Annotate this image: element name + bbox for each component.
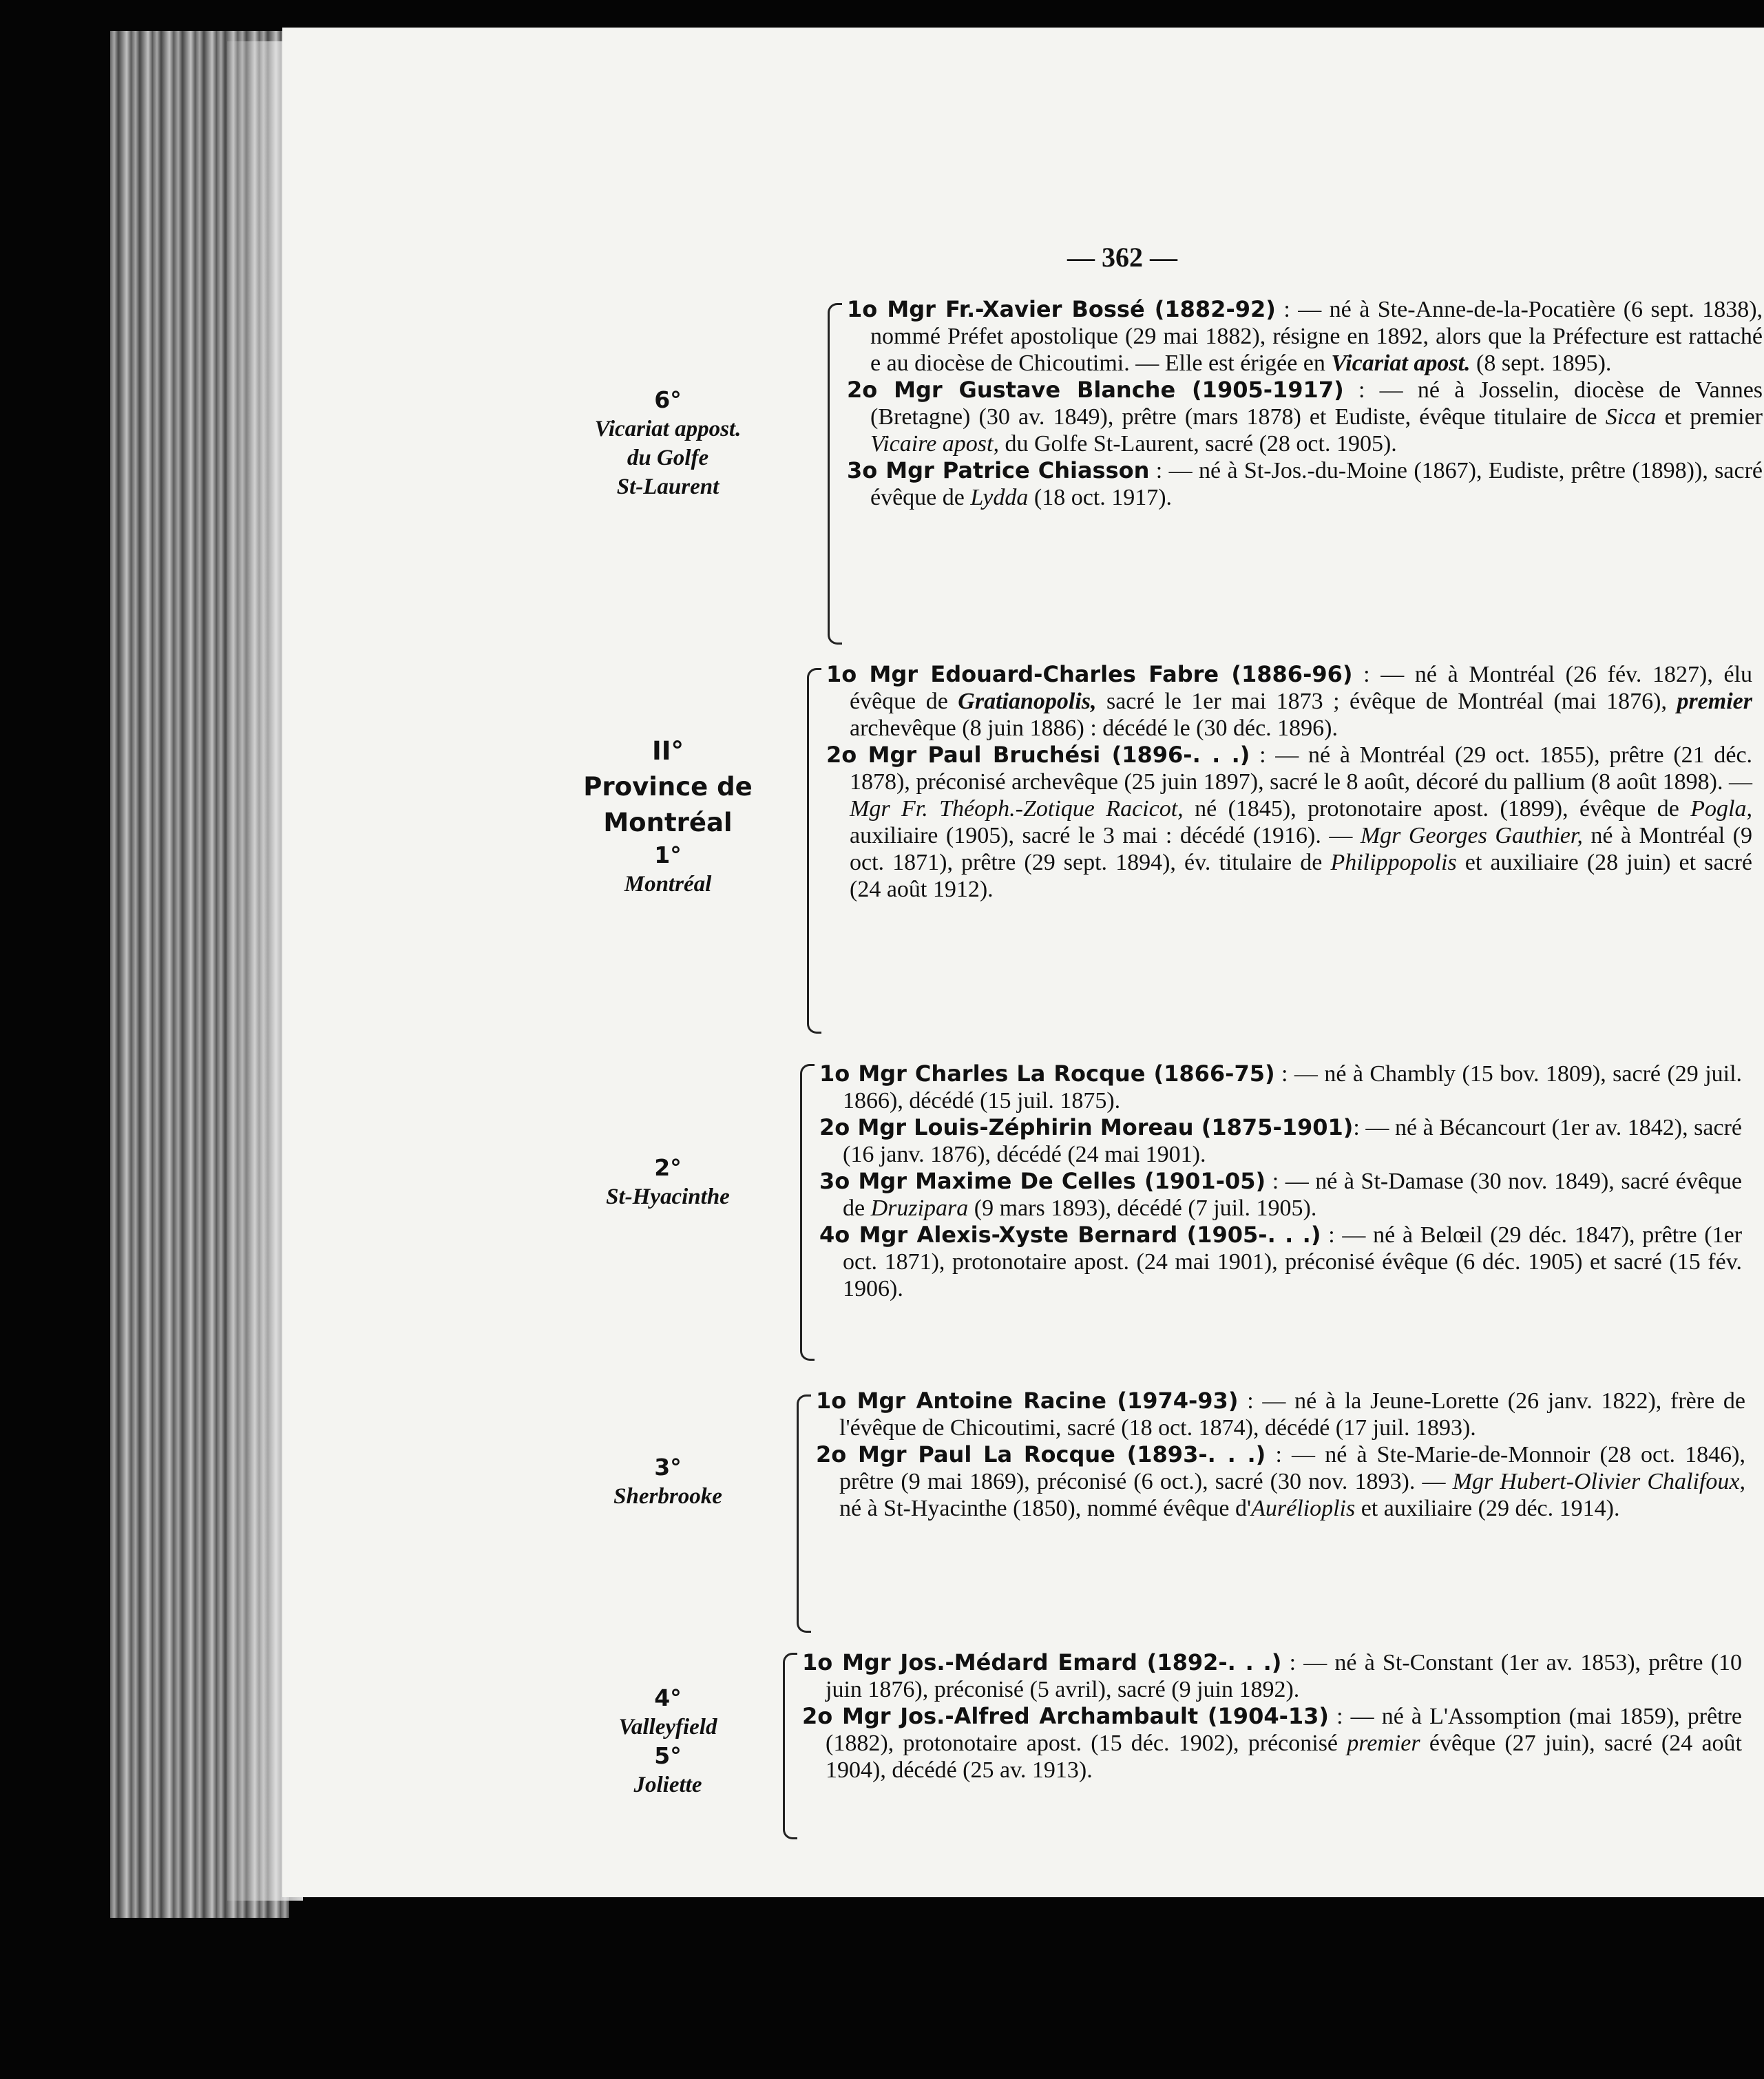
side-label-line: Sherbrooke — [613, 1484, 722, 1509]
entry-text: : — né à Belœil (29 déc. 1847), prêtre (1er oct. 1871), protonotaire apost. (24 mai 1901), préconisé évêque (6 déc. 1905) et sacré (15 fév. 1906). — [843, 1222, 1743, 1302]
entry-ordinal: 2o — [802, 1703, 842, 1729]
entry-text: Pogla, — [1690, 796, 1752, 822]
episcopate-dates: (1866-75) — [1145, 1061, 1275, 1087]
section-side-heading — [558, 1153, 778, 1211]
bishop-name: Mgr Patrice Chiasson — [885, 457, 1150, 483]
bishop-name: Mgr Fr.-Xavier Bossé — [887, 296, 1145, 322]
section-side-heading — [558, 386, 778, 501]
entry-text: Druzipara — [870, 1195, 969, 1221]
section-entries — [826, 661, 1752, 903]
side-label-line: Valleyfield — [618, 1715, 717, 1740]
side-label-line: 6° — [654, 386, 682, 413]
section-brace — [797, 1394, 811, 1633]
bishop-name: Mgr Paul La Rocque — [858, 1441, 1115, 1467]
entry-text: évêque (27 juin), sacré (24 août 1904), décédé (25 av. 1913). — [826, 1731, 1742, 1783]
episcopate-dates: (1882-92) — [1144, 296, 1276, 322]
entry-ordinal: 3o — [819, 1168, 859, 1194]
bishop-entry — [802, 1703, 1742, 1784]
side-label-line: II° — [651, 736, 684, 766]
bishop-name: Mgr Antoine Racine — [857, 1388, 1106, 1414]
episcopate-dates: (1886-96) — [1219, 661, 1353, 687]
section-entries — [816, 1388, 1745, 1522]
section-entries — [802, 1649, 1742, 1784]
entry-ordinal: 1o — [826, 661, 870, 687]
entry-text: (18 oct. 1917). — [1028, 485, 1173, 510]
entry-text: Mgr Hubert-Olivier Chalifoux, — [1452, 1469, 1745, 1494]
bishop-name: Mgr Louis-Zéphirin Moreau — [857, 1114, 1194, 1140]
entry-text: du Golfe St-Laurent, sacré (28 oct. 1905). — [998, 431, 1397, 457]
side-label-line: Province de — [583, 772, 753, 802]
episcopate-dates: (1875-1901) — [1193, 1114, 1354, 1140]
entry-text: Mgr Fr. Théoph.-Zotique Racicot, — [850, 796, 1184, 822]
episcopate-dates: (1905-. . .) — [1177, 1222, 1321, 1248]
entry-text: : — né à St-Jos.-du-Moine (1867), Eudiste, prêtre (1898)), sacré évêque de — [870, 458, 1763, 510]
entry-text: : — né à Montréal (26 fév. 1827), élu évêque de — [850, 662, 1753, 714]
episcopate-dates: (1905-1917) — [1175, 377, 1344, 403]
side-label-line: 4° — [654, 1684, 682, 1711]
entry-ordinal: 1o — [802, 1649, 843, 1675]
bishop-entry — [819, 1114, 1742, 1168]
entry-text: Gratianopolis, — [958, 689, 1097, 714]
entry-text: auxiliaire (1905), sacré le 3 mai : décédé (1916). — — [850, 823, 1361, 848]
bishop-entry — [816, 1388, 1745, 1441]
bishop-entry — [847, 377, 1763, 457]
section-side-heading — [558, 1453, 778, 1511]
entry-text: Sicca — [1605, 404, 1657, 430]
entry-ordinal: 1o — [816, 1388, 857, 1414]
bishop-entry — [819, 1061, 1742, 1114]
bishop-entry — [819, 1168, 1742, 1222]
entry-text: : — né à Bécancourt (1er av. 1842), sacré (16 janv. 1876), décédé (24 mai 1901). — [843, 1115, 1742, 1167]
entry-ordinal: 3o — [847, 457, 886, 483]
entry-text: : — né à St-Damase (30 nov. 1849), sacré évêque de — [843, 1169, 1743, 1221]
entry-ordinal: 1o — [819, 1061, 859, 1087]
episcopate-dates: (1892-. . .) — [1137, 1649, 1282, 1675]
entry-text: : — né à Chambly (15 bov. 1809), sacré (29 juil. 1866), décédé (15 juil. 1875). — [843, 1061, 1743, 1114]
entry-ordinal: 2o — [816, 1441, 859, 1467]
entry-text: : — né à Josselin, diocèse de Vannes (Bretagne) (30 av. 1849), prêtre (mars 1878) et Eudiste, évêque titulaire de — [870, 377, 1763, 430]
bishop-entry — [826, 742, 1752, 903]
side-label-line: Montréal — [624, 872, 712, 897]
entry-text: Vicaire apost, — [870, 431, 999, 457]
side-label-line: St-Laurent — [616, 474, 720, 499]
bishop-name: Mgr Alexis-Xyste Bernard — [859, 1222, 1178, 1248]
episcopate-dates: (1901-05) — [1135, 1168, 1266, 1194]
bishop-entry — [826, 661, 1752, 742]
section-entries — [819, 1061, 1742, 1302]
entry-ordinal: 2o — [826, 742, 868, 768]
entry-text: : — né à L'Assomption (mai 1859), prêtre (1882), protonotaire apost. (15 déc. 1902), préconisé — [826, 1704, 1743, 1756]
episcopate-dates: (1893-. . .) — [1115, 1441, 1266, 1467]
entry-text: Aurélioplis — [1251, 1496, 1356, 1521]
entry-text: premier — [1677, 689, 1752, 714]
entry-text: Vicariat apost. — [1331, 351, 1471, 376]
episcopate-dates: (1974-93) — [1106, 1388, 1239, 1414]
side-label-line: 5° — [654, 1742, 682, 1769]
bishop-name: Mgr Jos.-Alfred Archambault — [841, 1703, 1199, 1729]
entry-text: : — né à Ste-Marie-de-Monnoir (28 oct. 1846), prêtre (9 mai 1869), préconisé (6 oct.), sacré (30 nov. 1893). — — [839, 1442, 1746, 1494]
entry-text: premier — [1347, 1731, 1420, 1756]
bishop-entry — [802, 1649, 1742, 1703]
side-label-line: du Golfe — [627, 446, 709, 470]
bishop-name: Mgr Paul Bruchési — [868, 742, 1101, 768]
bishop-entry — [816, 1441, 1745, 1522]
side-label-line: Montréal — [603, 808, 733, 837]
side-label-line: 3° — [654, 1454, 682, 1481]
entry-text: né (1845), protonotaire apost. (1899), évêque de — [1183, 796, 1691, 822]
entry-text: et auxiliaire (29 déc. 1914). — [1355, 1496, 1620, 1521]
entry-ordinal: 2o — [847, 377, 894, 403]
section-entries — [847, 296, 1763, 511]
entry-text: archevêque (8 juin 1886) : décédé le (30 déc. 1896). — [850, 715, 1338, 741]
bishop-name: Mgr Jos.-Médard Emard — [842, 1649, 1137, 1675]
section-side-heading — [558, 733, 778, 899]
entry-text: né à St-Hyacinthe (1850), nommé évêque d' — [839, 1496, 1252, 1521]
section-brace — [828, 303, 842, 645]
section-brace — [783, 1653, 797, 1839]
section-brace — [807, 668, 821, 1034]
episcopate-dates: (1904-13) — [1198, 1703, 1330, 1729]
bishop-name: Mgr Maxime De Celles — [858, 1168, 1136, 1194]
entry-text: Lydda — [970, 485, 1029, 510]
entry-text: Mgr Georges Gauthier, — [1360, 823, 1583, 848]
entry-text: : — né à Ste-Anne-de-la-Pocatière (6 sept. 1838), nommé Préfet apostolique (29 mai 1882), résigne en 1892, alors que la Préfecture est rattaché e au diocèse de Chicoutimi. — Elle est érigée en — [870, 297, 1763, 376]
section-brace — [800, 1064, 815, 1361]
entry-ordinal: 2o — [819, 1114, 858, 1140]
bishop-name: Mgr Edouard-Charles Fabre — [869, 661, 1219, 687]
entry-text: : — né à St-Constant (1er av. 1853), prêtre (10 juin 1876), préconisé (5 avril), sacré (9 juin 1892). — [826, 1650, 1743, 1702]
bishop-entry — [819, 1222, 1742, 1302]
entry-text: (8 sept. 1895). — [1470, 351, 1612, 376]
side-label-line: St-Hyacinthe — [606, 1184, 730, 1209]
bishop-entry — [847, 296, 1763, 377]
entry-ordinal: 1o — [847, 296, 888, 322]
entry-ordinal: 4o — [819, 1222, 859, 1248]
bishop-name: Mgr Gustave Blanche — [894, 377, 1176, 403]
side-label-line: 2° — [654, 1154, 682, 1181]
side-label-line: 1° — [654, 842, 682, 868]
bishop-name: Mgr Charles La Rocque — [858, 1061, 1146, 1087]
page-number: — 362 — — [1067, 242, 1177, 273]
episcopate-dates: (1896-. . .) — [1100, 742, 1250, 768]
entry-text: et auxiliaire (28 juin) et sacré (24 août 1912). — [850, 850, 1752, 902]
section-side-heading — [558, 1684, 778, 1799]
entry-text: Philippopolis — [1330, 850, 1457, 875]
entry-text: (9 mars 1893), décédé (7 juil. 1905). — [968, 1195, 1317, 1221]
side-label-line: Joliette — [633, 1773, 702, 1797]
entry-text: sacré le 1er mai 1873 ; évêque de Montréal (mai 1876), — [1096, 689, 1677, 714]
entry-text: : — né à Montréal (29 oct. 1855), prêtre (21 déc. 1878), préconisé archevêque (25 juin 1897), sacré le 8 août, décoré du pallium (8 août 1898). — — [850, 742, 1753, 795]
entry-text: : — né à la Jeune-Lorette (26 janv. 1822), frère de l'évêque de Chicoutimi, sacré (18 oct. 1874), décédé (17 juil. 1893). — [839, 1388, 1746, 1441]
side-label-line: Vicariat appost. — [594, 417, 742, 441]
entry-text: et premier — [1656, 404, 1763, 430]
bishop-entry — [847, 457, 1763, 511]
entry-text: né à Montréal (9 oct. 1871), prêtre (29 sept. 1894), év. titulaire de — [850, 823, 1752, 875]
